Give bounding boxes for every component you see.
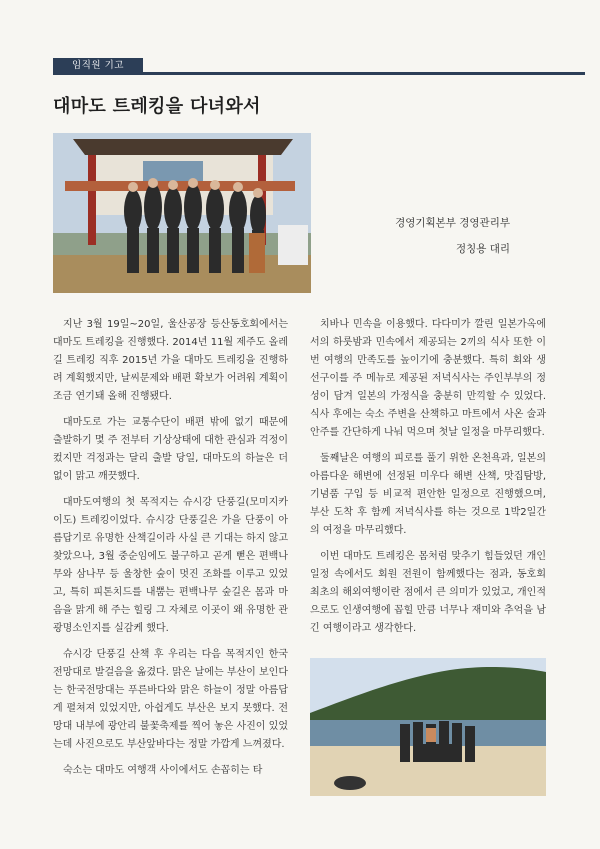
paragraph: 이번 대마도 트레킹은 몸처럼 맞추기 힘들었던 개인일정 속에서도 회원 전원이 함께했다는 점과, 동호회 최초의 해외여행이란 점에서 큰 의미가 있었고, 개인적으로도 인생여행에 꼽힐 만큼 너무나 재미와 추억을 남긴 여행이라고 생각한다. — [310, 551, 546, 634]
paragraph: 지난 3월 19일~20일, 울산공장 등산동호회에서는 대마도 트레킹을 진행했다. 2014년 11월 제주도 올레길 트레킹 직후 2015년 가을 대마도 트레킹을 진행하려 계획했지만, 날씨문제와 배편 확보가 어려워 계획이 조금 연기돼 올해 진행됐다. — [53, 319, 288, 402]
paragraph: 슈시강 단풍길 산책 후 우리는 다음 목적지인 한국전망대로 발걸음을 옮겼다. 맑은 날에는 부산이 보인다는 한국전망대는 푸른바다와 맑은 하늘이 정말 아름답게 펼쳐져 있었지만, 아쉽게도 부산은 보지 못했다. 전망대 내부에 광안리 불꽃축제를 찍어 놓은 사진이 있었는데 사진으로도 부산앞바다는 정말 가깝게 느껴졌다. — [53, 649, 288, 750]
category-tag: 임직원 기고 — [53, 58, 143, 73]
paragraph: 치바나 민속을 이용했다. 다다미가 깔린 일본가옥에서의 하룻밤과 민속에서 제공되는 2끼의 식사 또한 이번 여행의 만족도를 높이기에 충분했다. 특히 회와 생선구이를 주 메뉴로 제공된 저녁식사는 주인부부의 정성이 담겨 일본의 가정식을 충분히 만끽할 수 있었다. 식사 후에는 숙소 주변을 산책하고 마트에서 사온 술과 안주를 간단하게 나눠 먹으며 첫날 일정을 마무리했다. — [310, 319, 546, 438]
author-name: 정칭용 대리 — [455, 243, 510, 255]
body-column-left — [53, 316, 288, 788]
paragraph: 대마도여행의 첫 목적지는 슈시강 단풍길(모미지카이도) 트레킹이었다. 슈시강 단풍길은 가을 단풍이 아름답기로 유명한 산책길이라 사실 큰 기대는 하지 않고 찾았으나, 3월 중순임에도 불구하고 곧게 뻗은 편백나무와 삼나무 등 울창한 숲이 멋진 조화를 이루고 있었고, 특히 피톤치드를 내뿜는 편백나무 숲길은 몸과 마음을 맑게 해 주는 힐링 그 자체로 이곳이 왜 유명한 관광명소인지를 실감케 했다. — [53, 497, 288, 634]
group-photo-pavilion — [53, 133, 311, 293]
paragraph: 대마도로 가는 교통수단이 배편 밖에 없기 때문에 출발하기 몇 주 전부터 기상상태에 대한 관심과 걱정이 컸지만 걱정과는 달리 출발 당일, 대마도의 하늘은 더 없이 맑고 깨끗했다. — [53, 417, 288, 482]
author-block — [350, 210, 510, 262]
body-column-right — [310, 316, 546, 646]
article-title: 대마도 트레킹을 다녀와서 — [53, 96, 261, 117]
paragraph: 둘째날은 여행의 피로를 풀기 위한 온천욕과, 일본의 아름다운 해변에 선정된 미우다 해변 산책, 맛집탐방, 기념품 구입 등 비교적 편안한 일정으로 진행했으며, 부산 도착 후 함께 저녁식사를 하는 것으로 1박2일간의 여정을 마무리했다. — [310, 453, 546, 536]
author-department: 경영기획본부 경영관리부 — [395, 217, 510, 229]
paragraph: 숙소는 대마도 여행객 사이에서도 손꼽히는 타 — [63, 765, 263, 776]
header-rule — [53, 72, 585, 75]
group-photo-beach — [310, 658, 546, 796]
